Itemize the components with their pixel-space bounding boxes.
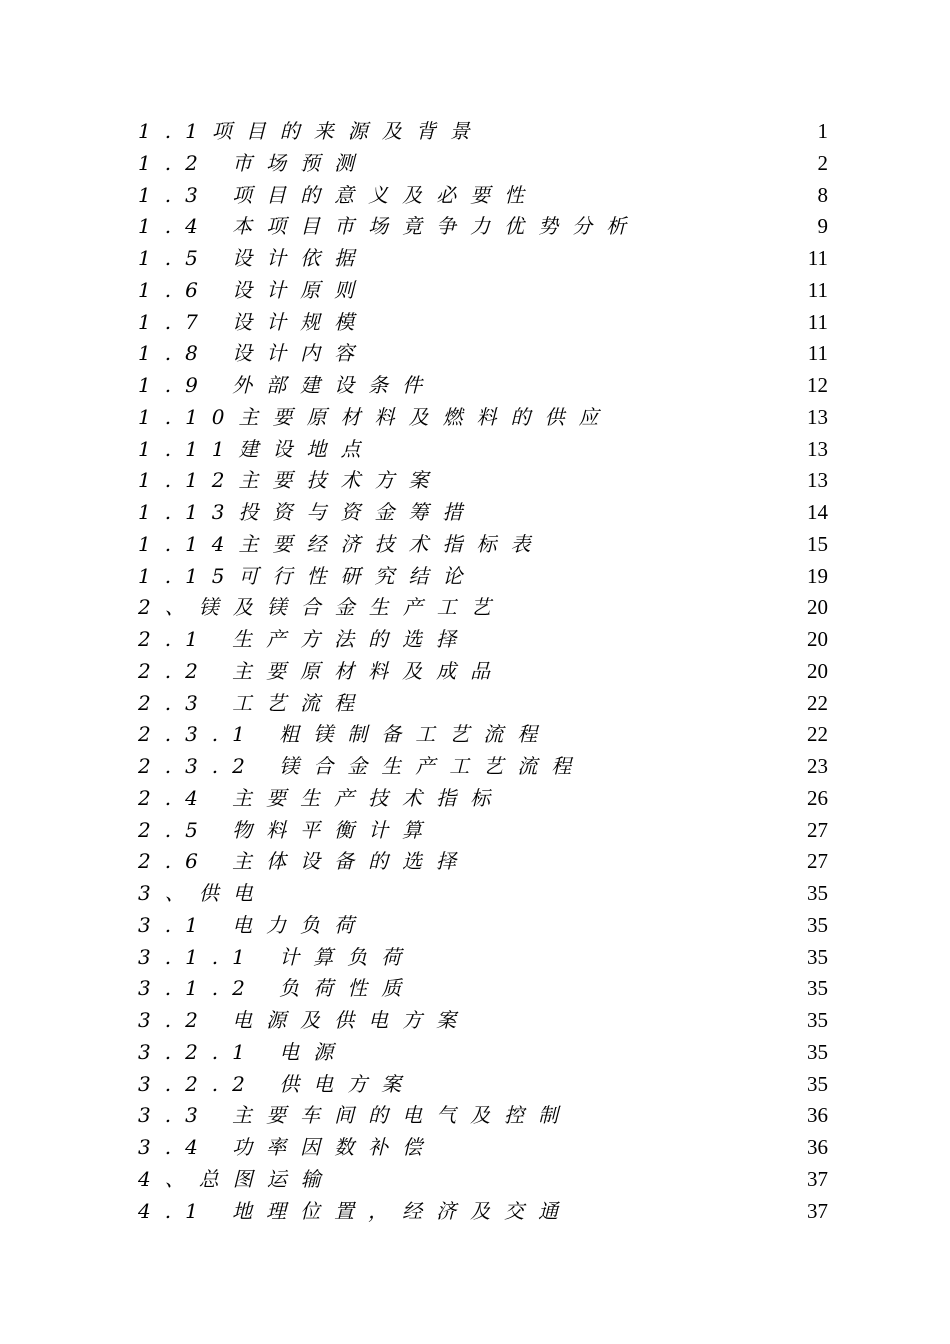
toc-entry xyxy=(0,402,950,434)
toc-entry-page-number: 22 xyxy=(807,690,828,715)
toc-entry-page-number: 11 xyxy=(807,341,828,366)
toc-entry-title: 2.6 主体设备的选择 xyxy=(138,849,471,874)
toc-entry-page-number: 12 xyxy=(807,373,828,397)
toc-entry-title: 2.5 物料平衡计算 xyxy=(138,817,437,842)
toc-entry-page-number: 23 xyxy=(807,754,828,778)
toc-entry-title: 1.14主要经济技术指标表 xyxy=(138,531,545,556)
toc-entry-page-number: 11 xyxy=(807,277,828,302)
toc-entry-page-number: 35 xyxy=(807,1071,828,1096)
toc-entry-title: 1.15可行性研究结论 xyxy=(138,563,477,588)
toc-entry xyxy=(0,656,950,688)
toc-entry-page-number: 27 xyxy=(807,817,828,842)
toc-entry-page-number: 36 xyxy=(807,1135,828,1159)
toc-entry xyxy=(0,561,950,593)
toc-entry xyxy=(0,815,950,847)
toc-entry-title: 3.2.1 电源 xyxy=(138,1039,348,1064)
toc-entry-page-number: 13 xyxy=(807,404,828,429)
toc-entry-title: 1.3 项目的意义及必要性 xyxy=(138,182,539,207)
toc-entry xyxy=(0,624,950,656)
toc-entry xyxy=(0,973,950,1005)
toc-entry-title: 1.10主要原材料及燃料的供应 xyxy=(138,404,613,429)
toc-entry xyxy=(0,592,950,624)
toc-entry-page-number: 20 xyxy=(807,595,828,620)
toc-entry-page-number: 36 xyxy=(807,1103,828,1128)
toc-entry-title: 1.2 市场预测 xyxy=(138,150,369,175)
toc-entry-title: 3.1 电力负荷 xyxy=(138,912,369,937)
toc-entry-page-number: 13 xyxy=(807,468,828,493)
toc-entry xyxy=(0,719,950,751)
toc-entry xyxy=(0,1164,950,1196)
toc-entry-title: 1.9 外部建设条件 xyxy=(138,373,437,397)
toc-entry-page-number: 14 xyxy=(807,500,828,524)
toc-entry-page-number: 13 xyxy=(807,436,828,461)
toc-entry-title: 2.3 工艺流程 xyxy=(138,690,369,715)
toc-entry-page-number: 35 xyxy=(807,881,828,905)
toc-entry xyxy=(0,180,950,212)
toc-entry-title: 4、总图运输 xyxy=(138,1166,335,1191)
toc-entry-page-number: 22 xyxy=(807,722,828,747)
toc-entry xyxy=(0,1132,950,1164)
toc-entry-title: 3.2.2 供电方案 xyxy=(138,1071,416,1096)
toc-entry xyxy=(0,751,950,783)
toc-entry xyxy=(0,1069,950,1101)
toc-entry-page-number: 11 xyxy=(807,246,828,270)
toc-entry xyxy=(0,465,950,497)
toc-entry-title: 1.5 设计依据 xyxy=(138,246,369,270)
toc-entry xyxy=(0,211,950,243)
toc-entry xyxy=(0,116,950,148)
toc-entry-title: 2.3.1 粗镁制备工艺流程 xyxy=(138,722,552,747)
toc-entry-title: 2.3.2 镁合金生产工艺流程 xyxy=(138,754,586,778)
toc-entry-page-number: 20 xyxy=(807,658,828,683)
toc-entry xyxy=(0,338,950,370)
toc-entry-title: 1.13投资与资金筹措 xyxy=(138,500,477,524)
toc-entry-page-number: 19 xyxy=(807,563,828,588)
toc-entry xyxy=(0,275,950,307)
toc-entry-page-number: 8 xyxy=(817,182,828,207)
toc-entry-page-number: 27 xyxy=(807,849,828,874)
toc-entry-title: 3.3 主要车间的电气及控制 xyxy=(138,1103,573,1128)
toc-entry xyxy=(0,910,950,942)
toc-entry xyxy=(0,497,950,529)
toc-entry xyxy=(0,529,950,561)
toc-entry-title: 1.11建设地点 xyxy=(138,436,375,461)
toc-entry-title: 1.7 设计规模 xyxy=(138,309,369,334)
toc-entry-page-number: 26 xyxy=(807,785,828,810)
toc-entry-title: 1.8 设计内容 xyxy=(138,341,369,366)
toc-entry xyxy=(0,1100,950,1132)
toc-entry-page-number: 2 xyxy=(817,150,828,175)
toc-entry-title: 2.4 主要生产技术指标 xyxy=(138,785,505,810)
toc-entry-title: 3.2 电源及供电方案 xyxy=(138,1008,471,1032)
toc-entry-title: 1.12主要技术方案 xyxy=(138,468,443,493)
toc-entry xyxy=(0,1037,950,1069)
toc-entry-page-number: 37 xyxy=(807,1166,828,1191)
toc-entry-title: 1.1项目的来源及背景 xyxy=(138,119,484,143)
toc-entry-title: 2.2 主要原材料及成品 xyxy=(138,658,505,683)
toc-entry-page-number: 15 xyxy=(807,531,828,556)
toc-entry-title: 3.1.2 负荷性质 xyxy=(138,976,416,1001)
toc-entry-page-number: 20 xyxy=(807,627,828,651)
toc-entry-title: 1.6 设计原则 xyxy=(138,277,369,302)
toc-entry xyxy=(0,1196,950,1228)
toc-entry xyxy=(0,148,950,180)
toc-entry-page-number: 35 xyxy=(807,1039,828,1064)
toc-entry-title: 3.1.1 计算负荷 xyxy=(138,944,416,969)
toc-entry-page-number: 37 xyxy=(807,1198,828,1223)
toc-entry-page-number: 1 xyxy=(817,119,828,143)
toc-entry xyxy=(0,783,950,815)
toc-entry xyxy=(0,878,950,910)
toc-entry-page-number: 35 xyxy=(807,912,828,937)
toc-entry-page-number: 35 xyxy=(807,944,828,969)
toc-entry-page-number: 11 xyxy=(807,309,828,334)
table-of-contents xyxy=(0,116,950,1227)
toc-entry-title: 2、镁及镁合金生产工艺 xyxy=(138,595,505,620)
toc-entry xyxy=(0,434,950,466)
toc-entry xyxy=(0,1005,950,1037)
toc-entry xyxy=(0,942,950,974)
toc-entry xyxy=(0,846,950,878)
toc-entry-title: 2.1 生产方法的选择 xyxy=(138,627,471,651)
toc-entry xyxy=(0,243,950,275)
toc-entry xyxy=(0,307,950,339)
toc-entry-title: 4.1 地理位置，经济及交通 xyxy=(138,1198,573,1223)
toc-entry-page-number: 35 xyxy=(807,976,828,1001)
toc-entry-title: 1.4 本项目市场竟争力优势分析 xyxy=(138,214,641,239)
toc-entry xyxy=(0,688,950,720)
toc-entry-page-number: 35 xyxy=(807,1008,828,1032)
toc-entry-page-number: 9 xyxy=(817,214,828,239)
toc-entry xyxy=(0,370,950,402)
toc-entry-title: 3.4 功率因数补偿 xyxy=(138,1135,437,1159)
toc-entry-title: 3、供电 xyxy=(138,881,267,905)
